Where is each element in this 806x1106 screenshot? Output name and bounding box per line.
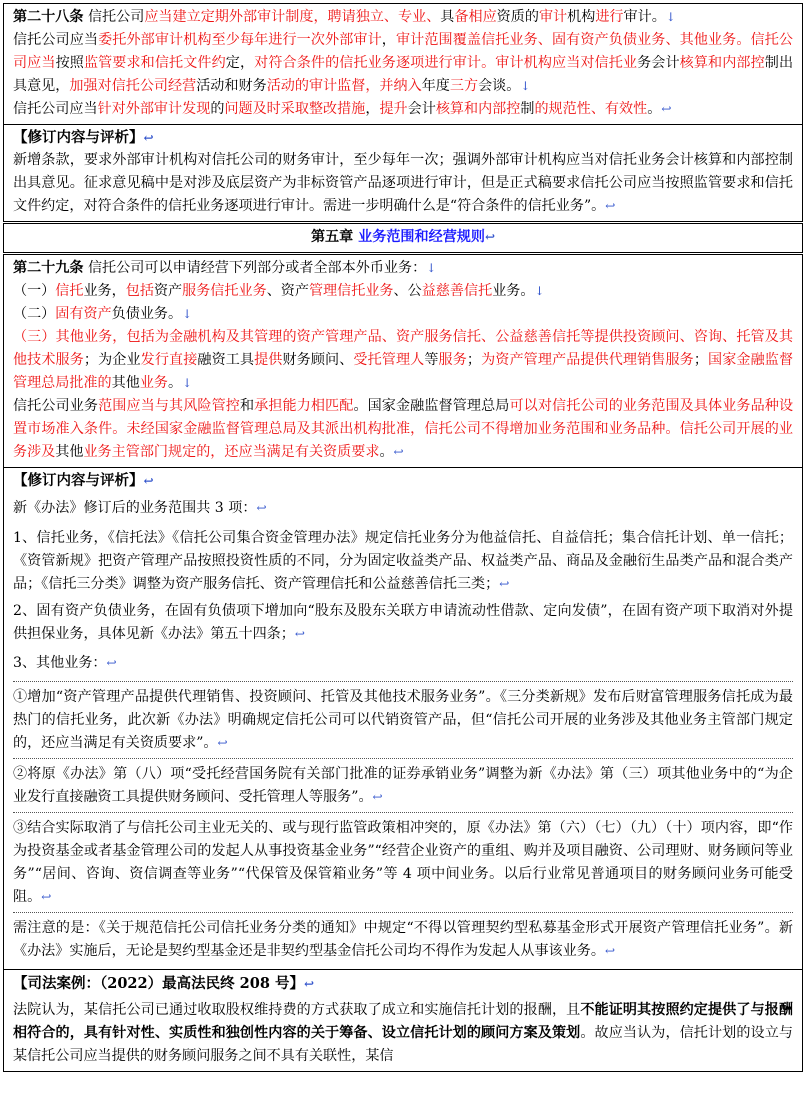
revision-28-title: 【修订内容与评析】 [13, 129, 144, 146]
text-run: 审计 [538, 9, 568, 25]
text-run: 资产 [153, 283, 183, 299]
text-run: 固有资产 [55, 306, 112, 322]
text-run: ↓ [534, 284, 545, 298]
text-run: 国家金融监督管理总局批准的 [13, 352, 794, 391]
text-run: 加强对信托公司经营 [69, 78, 197, 94]
text-run: 负债业务。 [111, 306, 183, 322]
text-run: 制出具意见， [13, 55, 794, 94]
text-run: 范围应当与其风险管控 [98, 398, 240, 414]
case-body-bold: 不能证明其按照约定提供了与报酬相符合的，具有针对性、实质性和独创性内容的关于筹备、设立信托计划的顾问方案及策划 [13, 1002, 794, 1041]
text-run: （二） [13, 306, 56, 322]
text-run: 。 [168, 375, 183, 391]
text-run: 委托外部审计机构至少每年进行一次外部审计 [98, 32, 382, 48]
article-29-line-1 [13, 257, 793, 280]
revision-28-body: 新增条款，要求外部审计机构对信托公司的财务审计，至少每年一次；强调外部审计机构应当对信托业务会计核算和内部控制出具意见。征求意见稿中是对涉及底层资产为非标资管产品逐项进行审计，但是正式稿要求信托公司应当按照监管要求和信托文件约定，对符合条件的信托业务逐项进行审计。需进一步明确什么是“符合条件的信托业务”。 [13, 152, 793, 214]
text-run: 务会计 [637, 55, 680, 71]
text-run: 其他 [111, 375, 140, 391]
text-run: 、资产 [266, 283, 309, 299]
chapter-row [4, 223, 803, 254]
case-title: 【司法案例：（2022）最高法民终 208 号】 [13, 975, 304, 992]
text-run: 发行直接 [140, 352, 198, 368]
chapter-heading: 第五章 业务范围和经营规则↩ [4, 223, 803, 254]
text-run: （一） [13, 283, 56, 299]
text-run: ↓ [520, 79, 531, 93]
article-28-line-1 [13, 6, 793, 29]
text-run: 进行 [595, 9, 624, 25]
revision-29-point-3: 3、其他业务： [13, 655, 107, 671]
revision-29-sub-3: ③结合实际取消了与信托公司主业无关的、或与现行监管政策相冲突的，原《办法》第（六）（七）（九）（十）项内容，即“作为投资基金或者基金管理公司的发起人从事投资基金业务”“经营企业资产的重组、购并及项目融资、公司理财、财务顾问等业务”“居间、咨询、资信调查等业务”“代保管及保管箱业务”等 4 项中间业务。以后行业常见普通项目的财务顾问业务可能受阻。 [13, 820, 793, 905]
text-run: 的 [210, 101, 225, 117]
text-run: 针对外部审计发现 [97, 101, 211, 117]
text-run: ； [693, 352, 708, 368]
text-run: 具 [440, 9, 455, 25]
text-run: ；为企业 [83, 352, 141, 368]
regulation-table [3, 3, 803, 1072]
article-28-line-3 [13, 98, 793, 121]
case-body-a: 法院认为，某信托公司已通过收取股权维持费的方式获取了成立和实施信托计划的报酬，且 [13, 1002, 581, 1018]
text-run: 等 [424, 352, 439, 368]
article-29-line-5 [13, 395, 793, 464]
revision-29-sub-1: ①增加“资产管理产品提供代理销售、投资顾问、托管及其他技术服务业务”。《三分类新规》发布后财富管理服务信托成为最热门的信托业务，此次新《办法》明确规定信托公司可以代销资管产品，但“信托公司开展的业务涉及其他业务主管部门规定的，还应当满足有关资质要求”。 [13, 689, 793, 751]
text-run: 业务 [139, 375, 169, 391]
text-run: 。国家金融监督管理总局 [353, 398, 510, 414]
revision-29-sub-2: ②将原《办法》第（八）项“受托经营国务院有关部门批准的证券承销业务”调整为新《办法》第（三）项其他业务中的“为企业发行直接融资工具提供财务顾问、受托管理人等服务”。 [13, 766, 793, 805]
article-29-item-2 [13, 303, 793, 326]
text-run: 管理信托业务 [308, 283, 394, 299]
revision-29-intro: 新《办法》修订后的业务范围共 3 项： [13, 500, 257, 516]
article-29-row [4, 254, 803, 468]
text-run: 服务信托业务 [182, 283, 267, 299]
text-run: 第二十八条 [13, 9, 84, 25]
text-run: 。 [647, 101, 662, 117]
text-run: 、公 [393, 283, 422, 299]
article-29-item-1 [13, 280, 793, 303]
text-run: 审计。 [623, 9, 666, 25]
text-run: 财务顾问、 [282, 352, 354, 368]
text-run: ↩ [393, 445, 404, 459]
text-run: 业务， [83, 283, 126, 299]
text-run: 会计 [407, 101, 436, 117]
text-run: 资质的 [496, 9, 539, 25]
text-run: 活动和财务 [196, 78, 267, 94]
revision-29-title: 【修订内容与评析】 [13, 472, 144, 489]
text-run: 信托 [55, 283, 84, 299]
text-run: 业务主管部门规定的，还应当满足有关资质要求 [83, 444, 380, 460]
revision-29-note: 需注意的是：《关于规范信托公司信托业务分类的通知》中规定“不得以管理契约型私募基金形式开展资产管理信托业务”。新《办法》实施后，无论是契约型基金还是非契约型基金信托公司均不得作为发起人从事该业务。 [13, 920, 793, 959]
case-cell: 【司法案例：（2022）最高法民终 208 号】↩ 法院认为，某信托公司已通过收取股权维持费的方式获取了成立和实施信托计划的报酬，且不能证明其按照约定提供了与报酬相符合的，具有针对性、实质性和独创性内容的关于筹备、设立信托计划的顾问方案及策划。故应当认为，信托计划的设立与某信托公司应当提供的财务顾问服务之间不具有关联性，某信 [4, 970, 803, 1072]
chapter-title: 业务范围和经营规则 [358, 229, 485, 245]
text-run: 三方 [449, 78, 479, 94]
revision-29-row [4, 468, 803, 970]
text-run: ↓ [182, 376, 193, 390]
revision-29-point-1: 1、信托业务，《信托法》《信托公司集合资金管理办法》规定信托业务分为他益信托、自益信托；集合信托计划、单一信托；《资管新规》把资产管理产品按照投资性质的不同，分为固定收益类产品、权益类产品、商品及金融衍生品类产品和混合类产品；《信托三分类》调整为资产服务信托、资产管理信托和公益慈善信托三类； [13, 530, 793, 592]
text-run: 信托公司 [83, 9, 145, 25]
text-run: 信托公司应当 [13, 101, 98, 117]
document-page [3, 3, 803, 1072]
text-run: 制 [520, 101, 535, 117]
text-run: 定， [225, 55, 255, 71]
text-run: 包括 [125, 283, 154, 299]
text-run: ↓ [182, 307, 193, 321]
text-run: 业务。 [492, 283, 535, 299]
text-run: 问题及时采取整改措施 [224, 101, 366, 117]
text-run: 为资产管理产品提供代理销售服务 [481, 352, 694, 368]
chapter-prefix: 第五章 [310, 229, 359, 245]
text-run: 提升 [379, 101, 408, 117]
text-run: 监管要求和信托文件约 [83, 55, 226, 71]
text-run: 。 [379, 444, 394, 460]
case-body-c: 。故应当认为，信托计划的设立与某信托公司应当提供的财务顾问服务之间不具有关联性，某信 [13, 1025, 794, 1064]
text-run: （三）其他业务，包括为金融机构及其管理的资产管理产品、资产服务信托、公益慈善信托等提供投资顾问、咨询、托管及其他技术服务 [13, 329, 793, 368]
case-body [13, 999, 793, 1068]
text-run: ↓ [665, 10, 676, 24]
revision-29-point-2: 2、固有资产负债业务，在固有负债项下增加向“股东及股东关联方申请流动性借款、定向发债”，在固有资产项下取消对外提供担保业务，具体见新《办法》第五十四条； [13, 603, 793, 642]
revision-29-cell: 【修订内容与评析】↩ 新《办法》修订后的业务范围共 3 项：↩ 1、信托业务，《信托法》《信托公司集合资金管理办法》规定信托业务分为他益信托、自益信托；集合信托计划、单一信托；《资管新规》把资产管理产品按照投资性质的不同，分为固定收益类产品、权益类产品、商品及金融衍生品类产品和混合类产品；《信托三分类》调整为资产服务信托、资产管理信托和公益慈善信托三类；↩ 2、固有资产负债业务，在固有负债项下增加向“股东及股东关联方申请流动性借款、定向发债”，在固有资产项下取消对外提供担保业务，具体见新《办法》第五十四条；↩ 3、其他业务：↩ ①增加“资产管理产品提供代理销售、投资顾问、托管及其他技术服务业务”。《三分类新规》发布后财富管理服务信托成为最热门的信托业务，此次新《办法》明确规定信托公司可以代销资管产品，但“信托公司开展的业务涉及其他业务主管部门规定的，还应当满足有关资质要求”。↩ ②将原《办法》第（八）项“受托经营国务院有关部门批准的证券承销业务”调整为新《办法》第（三）项其他业务中的“为企业发行直接融资工具提供财务顾问、受托管理人等服务”。↩ ③结合实际取消了与信托公司主业无关的、或与现行监管政策相冲突的，原《办法》第（六）（七）（九）（十）项内容，即“作为投资基金或者基金管理公司的发起人从事投资基金业务”“经营企业资产的重组、购并及项目融资、公司理财、财务顾问等业务”“居间、咨询、资信调查等业务”“代保管及保管箱业务”等 4 项中间业务。以后行业常见普通项目的财务顾问业务可能受阻。↩ 需注意的是：《关于规范信托公司信托业务分类的通知》中规定“不得以管理契约型私募基金形式开展资产管理信托业务”。新《办法》实施后，无论是契约型基金还是非契约型基金信托公司均不得作为发起人从事该业务。↩ [4, 468, 803, 970]
article-28-row [4, 4, 803, 125]
text-run: ； [466, 352, 481, 368]
text-run: 会谈。 [478, 78, 521, 94]
text-run: 按照 [55, 55, 84, 71]
text-run: 年度 [421, 78, 450, 94]
text-run: ↓ [426, 261, 437, 275]
case-row [4, 970, 803, 1072]
text-run: 可以对信托公司的业务范围及具体业务品种设置市场准入条件。未经国家金融监督管理总局及其派出机构批准，信托公司不得增加业务范围和业务品种。信托公司开展的业务涉及 [13, 398, 794, 460]
text-run: 信托公司业务 [13, 398, 99, 414]
text-run: 备相应 [454, 9, 497, 25]
revision-28-row [4, 125, 803, 223]
text-run: 和 [239, 398, 255, 414]
text-run: 融资工具 [197, 352, 255, 368]
text-run: 受托管理人 [353, 352, 425, 368]
text-run: 对符合条件的信托业务逐项进行审计。审计机构应当对信托业 [254, 55, 638, 71]
text-run: 信托公司可以申请经营下列部分或者全部本外币业务： [83, 260, 427, 276]
text-run: 核算和内部控 [679, 55, 765, 71]
text-run: ， [381, 32, 396, 48]
article-29-cell [4, 254, 803, 468]
revision-28-cell: 【修订内容与评析】↩ 新增条款，要求外部审计机构对信托公司的财务审计，至少每年一次；强调外部审计机构应当对信托业务会计核算和内部控制出具意见。征求意见稿中是对涉及底层资产为非标资管产品逐项进行审计，但是正式稿要求信托公司应当按照监管要求和信托文件约定，对符合条件的信托业务逐项进行审计。需进一步明确什么是“符合条件的信托业务”。↩ [4, 125, 803, 223]
text-run: 机构 [567, 9, 596, 25]
article-29-item-3 [13, 326, 793, 395]
text-run: 其他 [55, 444, 84, 460]
article-28-cell [4, 4, 803, 125]
text-run: 审计范围覆盖信托业务、固有资产负债业务、其他业务。信托公司应当 [13, 32, 794, 71]
text-run: 应当建立定期外部审计制度，聘请独立、专业、 [144, 9, 441, 25]
text-run: 服务 [438, 352, 467, 368]
text-run: 活动的审计监督，并纳入 [266, 78, 422, 94]
text-run: 承担能力相匹配 [254, 398, 354, 414]
text-run: 第二十九条 [13, 260, 84, 276]
text-run: 的规范性、有效性 [534, 101, 648, 117]
article-28-line-2 [13, 29, 793, 98]
text-run: 信托公司应当 [13, 32, 99, 48]
text-run: 益慈善信托 [421, 283, 493, 299]
text-run: 核算和内部控 [435, 101, 521, 117]
text-run: ↩ [661, 102, 672, 116]
text-run: ， [365, 101, 380, 117]
text-run: 提供 [254, 352, 283, 368]
